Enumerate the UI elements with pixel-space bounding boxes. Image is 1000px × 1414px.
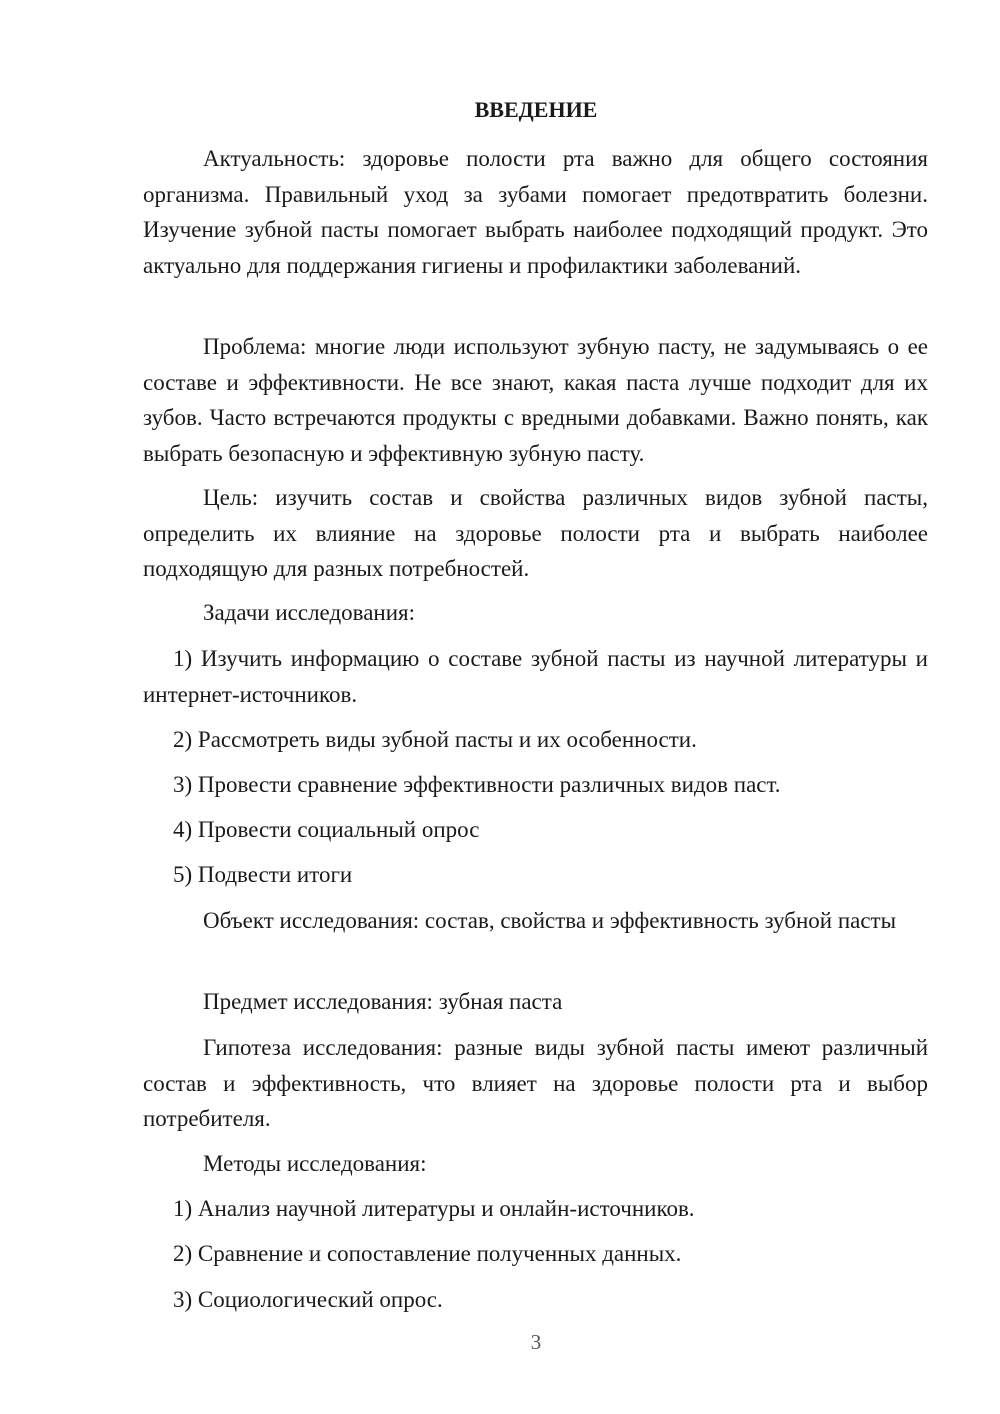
relevance-paragraph: Актуальность: здоровье полости рта важно для общего состояния организма. Правильный уход за зубами помогает предотвратить болезни. Изучение зубной пасты помогает выбрать наиболее подходящий продукт. Это актуально для поддержания гигиены и профилактики заболеваний. (143, 146, 928, 278)
task-item: 3) Провести сравнение эффективности различных видов паст. (173, 772, 781, 797)
page-number: 3 (530, 1330, 542, 1354)
object-paragraph: Объект исследования: состав, свойства и эффективность зубной пасты (203, 908, 897, 933)
task-item: 5) Подвести итоги (173, 862, 353, 887)
task-item: 4) Провести социальный опрос (173, 817, 480, 842)
goal-paragraph: Цель: изучить состав и свойства различных видов зубной пасты, определить их влияние на здоровье полости рта и выбрать наиболее подходящую для разных потребностей. (143, 485, 928, 581)
method-item: 2) Сравнение и сопоставление полученных данных. (173, 1241, 682, 1266)
method-item: 3) Социологический опрос. (173, 1287, 443, 1312)
hypothesis-paragraph: Гипотеза исследования: разные виды зубной пасты имеют различный состав и эффективность, что влияет на здоровье полости рта и выбор потребителя. (143, 1035, 928, 1131)
task-item: 1) Изучить информацию о составе зубной пасты из научной литературы и интернет-источников. (143, 646, 928, 707)
method-item: 1) Анализ научной литературы и онлайн-источников. (173, 1196, 695, 1221)
subject-paragraph: Предмет исследования: зубная паста (203, 989, 563, 1014)
task-item: 2) Рассмотреть виды зубной пасты и их особенности. (173, 727, 697, 752)
methods-title: Методы исследования: (203, 1151, 427, 1176)
tasks-title: Задачи исследования: (203, 600, 416, 625)
section-heading: ВВЕДЕНИЕ (474, 97, 598, 122)
problem-paragraph: Проблема: многие люди используют зубную пасту, не задумываясь о ее составе и эффективности. Не все знают, какая паста лучше подходит для их зубов. Часто встречаются продукты с вредными добавками. Важно понять, как выбрать безопасную и эффективную зубную пасту. (143, 334, 928, 466)
